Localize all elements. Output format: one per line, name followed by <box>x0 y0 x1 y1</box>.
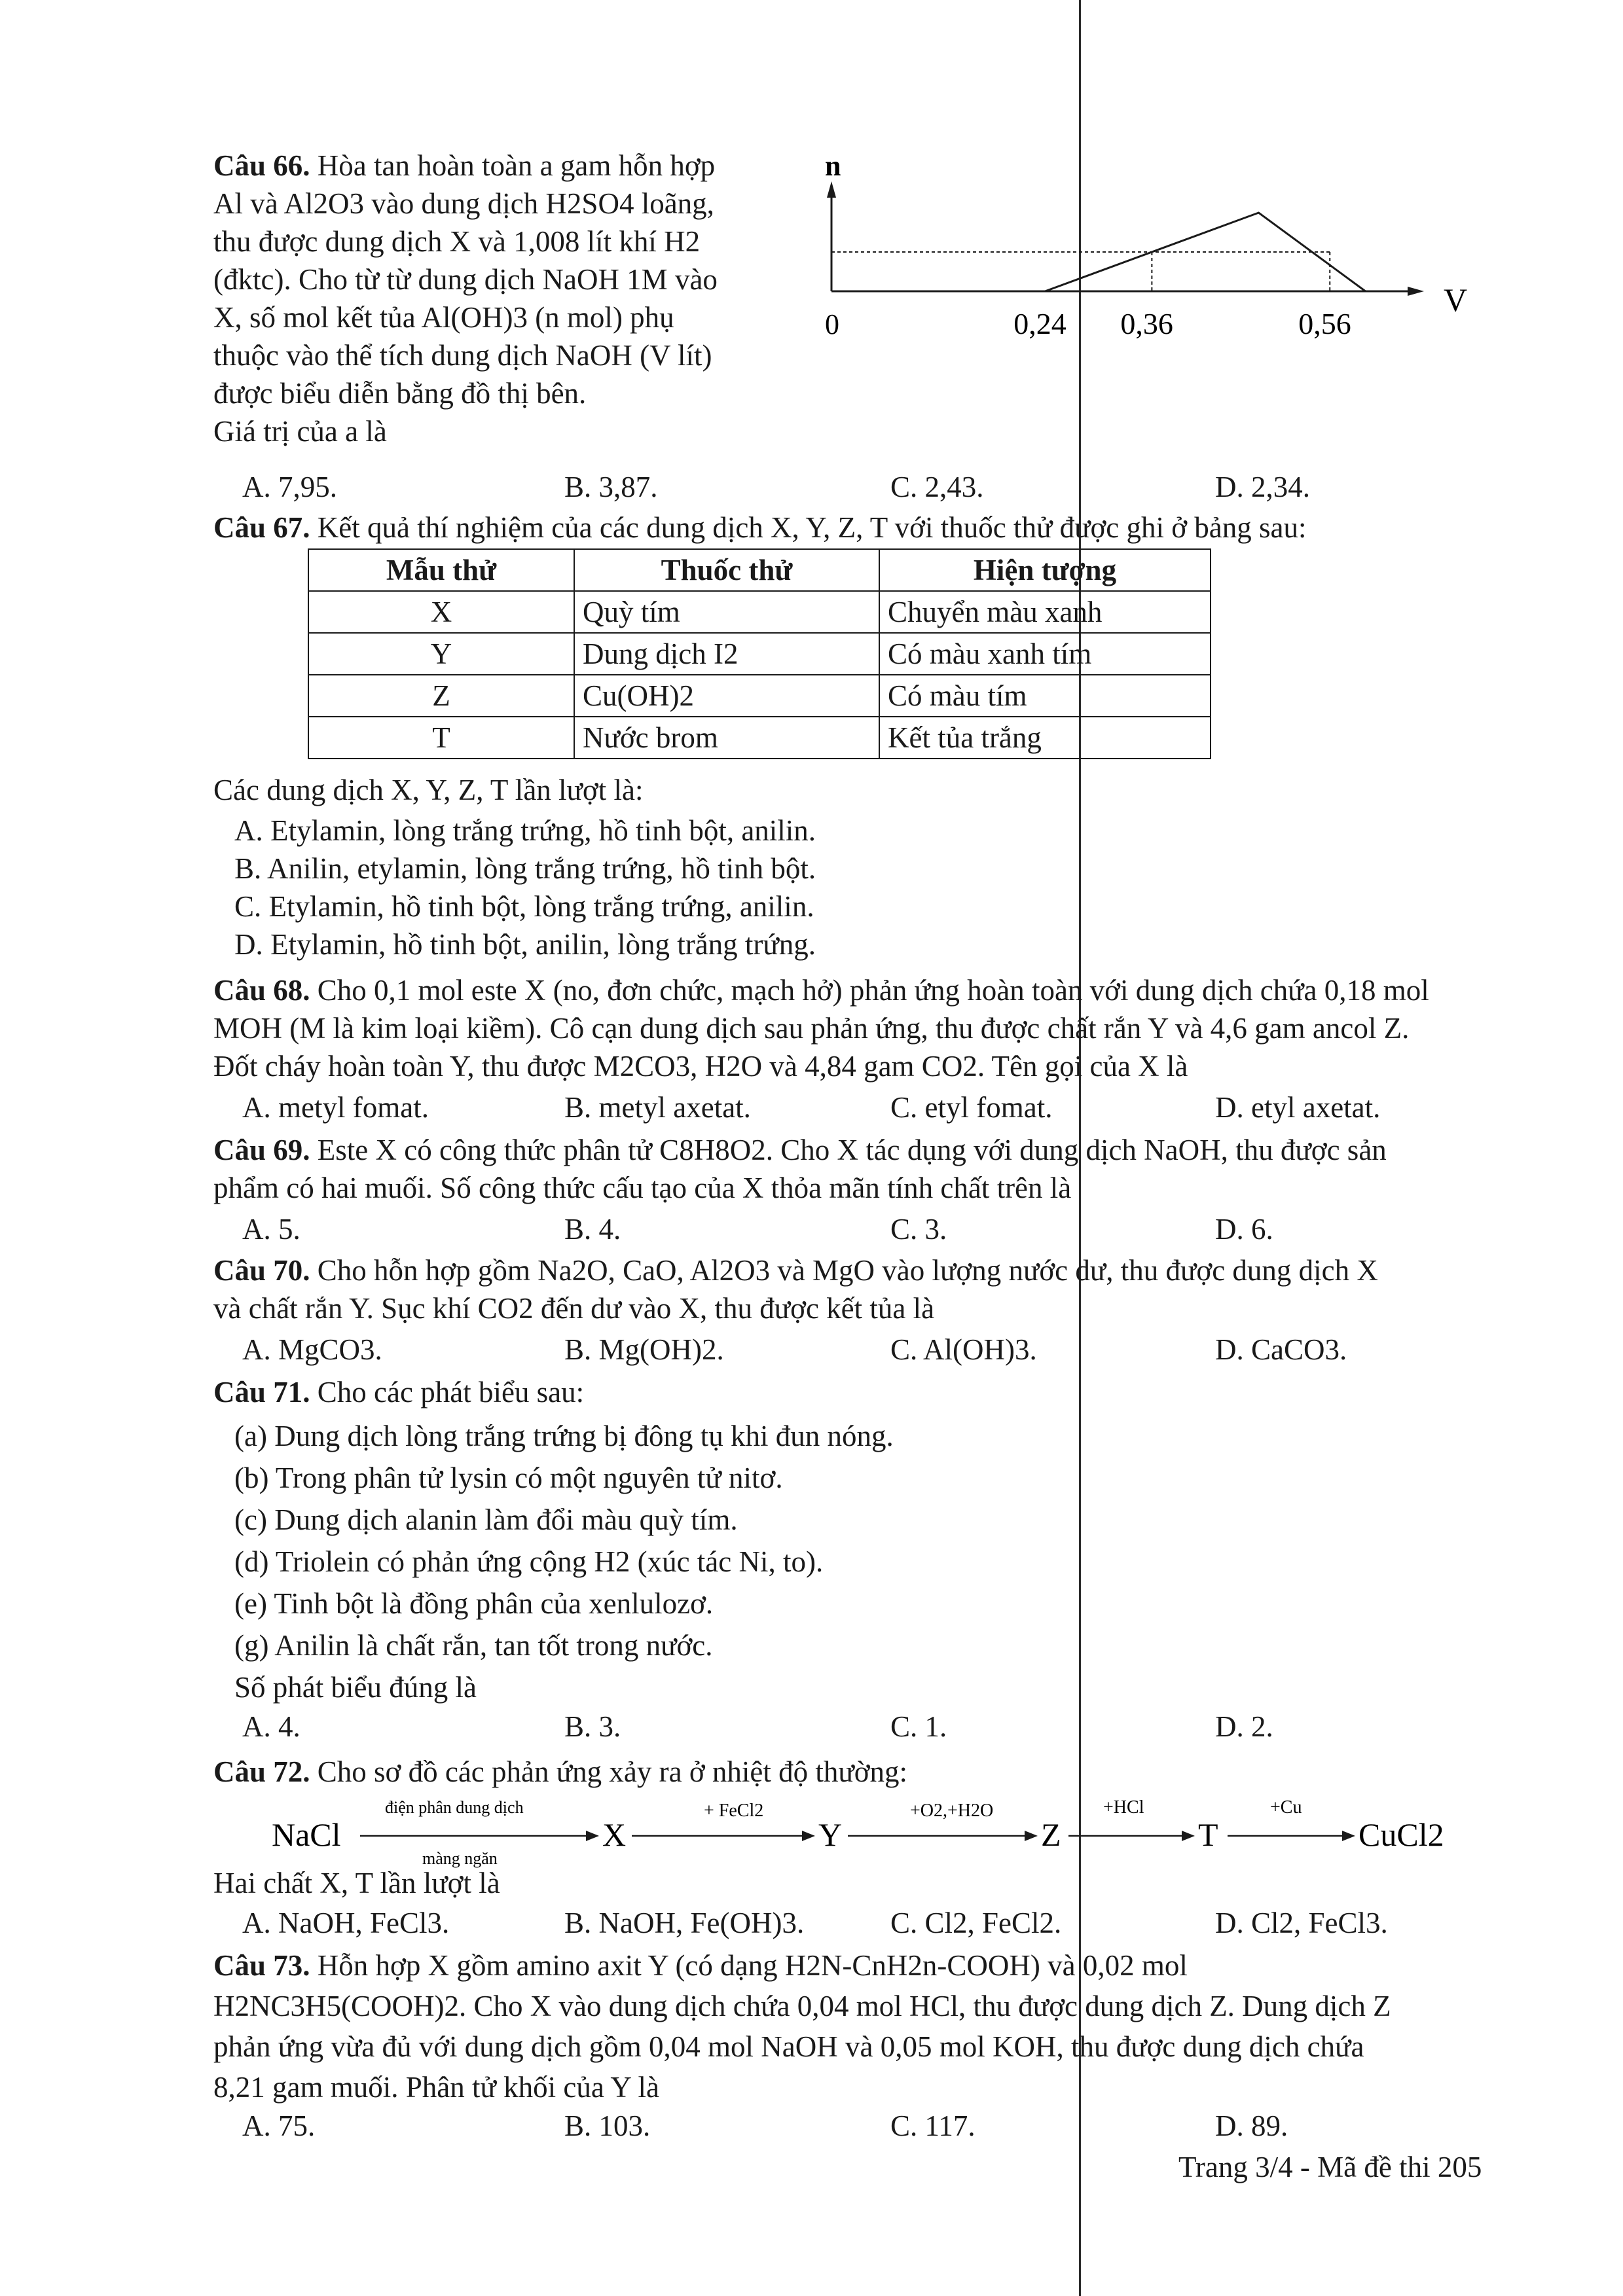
table-cell: Có màu tím <box>879 675 1211 717</box>
table-row <box>308 591 1211 633</box>
table-header: Thuốc thử <box>574 549 879 591</box>
q73-option-d[interactable]: D. 89. <box>1215 2109 1288 2142</box>
arrow-label: điện phân dung dịch <box>385 1798 524 1817</box>
q67-label: Câu 67. <box>213 511 310 544</box>
q68-line: Đốt cháy hoàn toàn Y, thu được M2CO3, H2O và 4,84 gam CO2. Tên gọi của X là <box>213 1050 1188 1083</box>
q66-line: Giá trị của a là <box>213 415 387 448</box>
q66-label: Câu 66. <box>213 149 310 182</box>
q67-question: Các dung dịch X, Y, Z, T lần lượt là: <box>213 774 644 806</box>
q72-option-c[interactable]: C. Cl2, FeCl2. <box>890 1907 1062 1939</box>
q72-option-b[interactable]: B. NaOH, Fe(OH)3. <box>564 1907 805 1939</box>
q69-option-d[interactable]: D. 6. <box>1215 1213 1273 1246</box>
chart-plot <box>831 213 1366 340</box>
q69-block <box>213 1131 1387 1207</box>
arrow-label: + FeCl2 <box>704 1801 764 1821</box>
species-x: X <box>602 1816 627 1853</box>
q66-line: Hòa tan hoàn toàn a gam hỗn hợp <box>317 149 716 182</box>
table-cell: Kết tủa trắng <box>879 717 1211 759</box>
arrow-label: +O2,+H2O <box>910 1801 994 1821</box>
arrow-head <box>1025 1831 1038 1841</box>
y-axis-label: n <box>825 150 841 182</box>
q68-line: Cho 0,1 mol este X (no, đơn chức, mạch hở) phản ứng hoàn toàn với dung dịch chứa 0,18 mol <box>317 974 1429 1007</box>
q66-option-a[interactable]: A. 7,95. <box>242 471 337 503</box>
q66-line: được biểu diễn bằng đồ thị bên. <box>213 377 587 410</box>
species-nacl: NaCl <box>272 1816 341 1853</box>
q71-item: (e) Tinh bột là đồng phân của xenlulozơ. <box>234 1587 714 1620</box>
q68-block <box>213 971 1429 1085</box>
q70-option-d[interactable]: D. CaCO3. <box>1215 1333 1347 1366</box>
table-cell: Chuyển màu xanh <box>879 591 1211 633</box>
q73-line: Hỗn hợp X gồm amino axit Y (có dạng H2N-CnH2n-COOH) và 0,02 mol <box>317 1949 1188 1982</box>
arrow-head <box>1342 1831 1355 1841</box>
q70-line: và chất rắn Y. Sục khí CO2 đến dư vào X, thu được kết tủa là <box>213 1292 935 1325</box>
q68-label: Câu 68. <box>213 974 310 1007</box>
q66-block <box>213 147 718 450</box>
q69-line: Este X có công thức phân tử C8H8O2. Cho X tác dụng với dung dịch NaOH, thu được sản <box>317 1134 1387 1166</box>
arrow-label: +Cu <box>1270 1797 1302 1818</box>
q72-option-a[interactable]: A. NaOH, FeCl3. <box>242 1907 450 1939</box>
q71-item: (c) Dung dịch alanin làm đổi màu quỳ tím. <box>234 1503 738 1536</box>
q68-line: MOH (M là kim loại kiềm). Cô cạn dung dịch sau phản ứng, thu được chất rắn Y và 4,6 gam ancol Z. <box>213 1012 1410 1045</box>
table-cell: Nước brom <box>574 717 879 759</box>
q67-text: Kết quả thí nghiệm của các dung dịch X, Y, Z, T với thuốc thử được ghi ở bảng sau: <box>317 511 1307 544</box>
origin-label: 0 <box>825 308 839 340</box>
table-cell: Cu(OH)2 <box>574 675 879 717</box>
q67-options <box>234 812 816 963</box>
table-row <box>308 717 1211 759</box>
table-cell: X <box>308 591 574 633</box>
arrow-head <box>802 1831 815 1841</box>
arrow-label: +HCl <box>1103 1797 1144 1818</box>
table-cell: Z <box>308 675 574 717</box>
q70-option-a[interactable]: A. MgCO3. <box>242 1333 382 1366</box>
q69-line: phẩm có hai muối. Số công thức cấu tạo của X thỏa mãn tính chất trên là <box>213 1172 1072 1204</box>
q72-question: Hai chất X, T lần lượt là <box>213 1867 500 1899</box>
q70-block <box>213 1251 1378 1327</box>
table-header: Mẫu thử <box>308 549 574 591</box>
x-tick-label: 0,36 <box>1120 307 1173 340</box>
species-cucl2: CuCl2 <box>1359 1816 1444 1853</box>
q69-option-c[interactable]: C. 3. <box>890 1213 947 1246</box>
q67-option-c[interactable]: C. Etylamin, hồ tinh bột, lòng trắng trứng, anilin. <box>234 890 814 923</box>
table-row <box>308 633 1211 675</box>
q72-reaction-scheme <box>262 1793 1506 1872</box>
q71-label: Câu 71. <box>213 1376 310 1408</box>
x-axis-label: V <box>1444 281 1468 318</box>
q71-item: (b) Trong phân tử lysin có một nguyên tử nitơ. <box>234 1462 783 1494</box>
q69-option-b[interactable]: B. 4. <box>564 1213 621 1246</box>
q68-option-d[interactable]: D. etyl axetat. <box>1215 1091 1381 1124</box>
page-footer: Trang 3/4 - Mã đề thi 205 <box>1178 2151 1482 2183</box>
table-header-row <box>308 549 1211 591</box>
q67-option-a[interactable]: A. Etylamin, lòng trắng trứng, hồ tinh bột, anilin. <box>234 814 816 847</box>
x-tick-label: 0,24 <box>1013 307 1067 340</box>
q68-option-c[interactable]: C. etyl fomat. <box>890 1091 1053 1124</box>
table-cell: T <box>308 717 574 759</box>
q71-option-a[interactable]: A. 4. <box>242 1710 301 1743</box>
q73-option-b[interactable]: B. 103. <box>564 2109 651 2142</box>
table-cell: Y <box>308 633 574 675</box>
q71-item: (g) Anilin là chất rắn, tan tốt trong nước. <box>234 1629 713 1662</box>
q68-option-a[interactable]: A. metyl fomat. <box>242 1091 429 1124</box>
table-header: Hiện tượng <box>879 549 1211 591</box>
q72-label: Câu 72. <box>213 1755 310 1788</box>
table-cell: Dung dịch I2 <box>574 633 879 675</box>
q67-option-d[interactable]: D. Etylamin, hồ tinh bột, anilin, lòng trắng trứng. <box>234 928 816 961</box>
q66-option-d[interactable]: D. 2,34. <box>1215 471 1310 503</box>
arrow-label: màng ngăn <box>422 1849 498 1868</box>
q66-line: Al và Al2O3 vào dung dịch H2SO4 loãng, <box>213 187 714 220</box>
q73-block <box>213 1945 1391 2108</box>
y-axis-arrow <box>827 181 836 198</box>
q71-items <box>234 1415 894 1708</box>
q67-option-b[interactable]: B. Anilin, etylamin, lòng trắng trứng, hồ tinh bột. <box>234 852 816 885</box>
q73-line: 8,21 gam muối. Phân tử khối của Y là <box>213 2071 659 2104</box>
q71-item: (d) Triolein có phản ứng cộng H2 (xúc tác Ni, to). <box>234 1545 824 1578</box>
x-axis-arrow <box>1408 287 1424 296</box>
q66-option-c[interactable]: C. 2,43. <box>890 471 984 503</box>
q73-label: Câu 73. <box>213 1949 310 1982</box>
q66-line: (đktc). Cho từ từ dung dịch NaOH 1M vào <box>213 263 718 296</box>
species-t: T <box>1198 1816 1218 1853</box>
species-y: Y <box>818 1816 843 1853</box>
q69-option-a[interactable]: A. 5. <box>242 1213 301 1246</box>
arrow-head <box>1182 1831 1195 1841</box>
x-tick-label: 0,56 <box>1298 307 1351 340</box>
q66-chart <box>812 144 1506 353</box>
q72-stem <box>213 1753 907 1791</box>
q67-table <box>308 548 1211 759</box>
q68-option-b[interactable]: B. metyl axetat. <box>564 1091 751 1124</box>
q72-text: Cho sơ đồ các phản ứng xảy ra ở nhiệt độ thường: <box>317 1755 908 1788</box>
q71-question: Số phát biểu đúng là <box>234 1671 477 1704</box>
table-cell: Quỳ tím <box>574 591 879 633</box>
q66-line: thu được dung dịch X và 1,008 lít khí H2 <box>213 225 701 258</box>
arrow-head <box>586 1831 599 1841</box>
q71-text: Cho các phát biểu sau: <box>317 1376 585 1408</box>
species-z: Z <box>1041 1816 1061 1853</box>
q73-line: H2NC3H5(COOH)2. Cho X vào dung dịch chứa 0,04 mol HCl, thu được dung dịch Z. Dung dịch Z <box>213 1990 1391 2022</box>
q73-option-c[interactable]: C. 117. <box>890 2109 976 2142</box>
q70-label: Câu 70. <box>213 1254 310 1287</box>
q70-line: Cho hỗn hợp gồm Na2O, CaO, Al2O3 và MgO vào lượng nước dư, thu được dung dịch X <box>317 1254 1378 1287</box>
q71-stem <box>213 1373 584 1411</box>
q70-option-b[interactable]: B. Mg(OH)2. <box>564 1333 724 1366</box>
q70-option-c[interactable]: C. Al(OH)3. <box>890 1333 1037 1366</box>
q71-option-b[interactable]: B. 3. <box>564 1710 621 1743</box>
q66-line: thuộc vào thể tích dung dịch NaOH (V lít) <box>213 339 712 372</box>
q71-option-d[interactable]: D. 2. <box>1215 1710 1273 1743</box>
q66-line: X, số mol kết tủa Al(OH)3 (n mol) phụ <box>213 301 674 334</box>
q69-label: Câu 69. <box>213 1134 310 1166</box>
table-cell: Có màu xanh tím <box>879 633 1211 675</box>
q71-option-c[interactable]: C. 1. <box>890 1710 947 1743</box>
q72-option-d[interactable]: D. Cl2, FeCl3. <box>1215 1907 1388 1939</box>
table-row <box>308 675 1211 717</box>
q67-stem <box>213 509 1307 547</box>
q73-line: phản ứng vừa đủ với dung dịch gồm 0,04 mol NaOH và 0,05 mol KOH, thu được dung dịch chứa <box>213 2030 1364 2063</box>
q66-option-b[interactable]: B. 3,87. <box>564 471 658 503</box>
q73-option-a[interactable]: A. 75. <box>242 2109 316 2142</box>
q71-item: (a) Dung dịch lòng trắng trứng bị đông tụ khi đun nóng. <box>234 1420 894 1452</box>
